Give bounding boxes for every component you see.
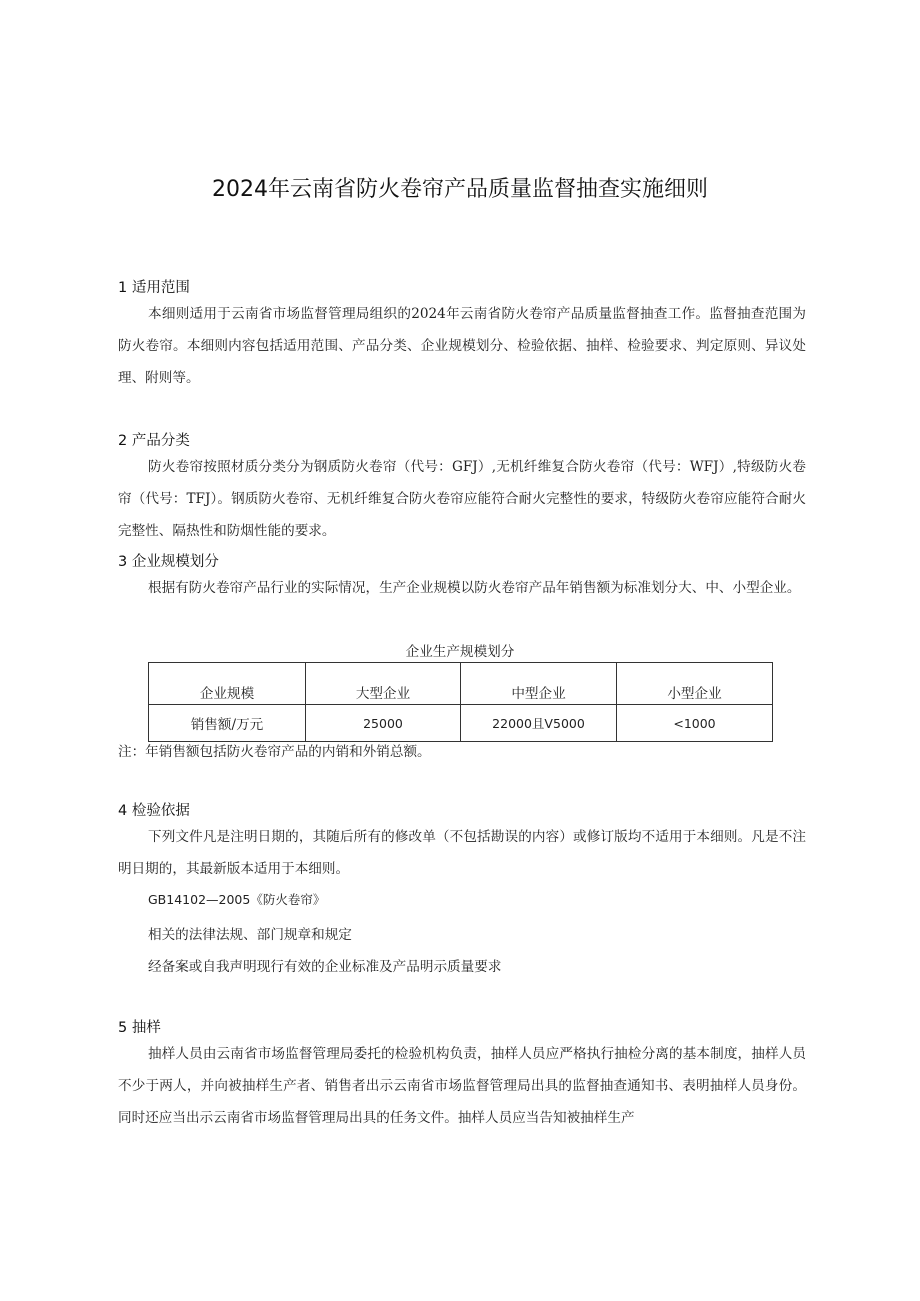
reference-item: 相关的法律法规、部门规章和规定 bbox=[148, 927, 352, 943]
table-cell: 22000且V5000 bbox=[461, 705, 617, 742]
table-header-cell: 小型企业 bbox=[617, 663, 773, 705]
section-3-paragraph: 根据有防火卷帘产品行业的实际情况，生产企业规模以防火卷帘产品年销售额为标准划分大、中、小型企业。 bbox=[148, 580, 801, 596]
section-3-heading: 3 企业规模划分 bbox=[118, 554, 219, 570]
table-header-cell: 大型企业 bbox=[306, 663, 461, 705]
section-4-paragraph: 下列文件凡是注明日期的，其随后所有的修改单（不包括勘误的内容）或修订版均不适用于本细则。凡是不注明日期的，其最新版本适用于本细则。 bbox=[118, 829, 806, 877]
table-cell: 销售额/万元 bbox=[149, 705, 306, 742]
section-2-heading: 2 产品分类 bbox=[118, 433, 190, 449]
section-5-heading: 5 抽样 bbox=[118, 1020, 161, 1036]
section-4-heading: 4 检验依据 bbox=[118, 803, 190, 819]
table-header-cell: 企业规模 bbox=[149, 663, 306, 705]
document-title: 2024年云南省防火卷帘产品质量监督抽查实施细则 bbox=[212, 177, 708, 202]
reference-item: GB14102—2005《防火卷帘》 bbox=[148, 892, 326, 907]
table-caption: 企业生产规模划分 bbox=[405, 644, 515, 660]
table-header-row bbox=[149, 663, 773, 705]
section-2-paragraph: 防火卷帘按照材质分类分为钢质防火卷帘（代号：GFJ）,无机纤维复合防火卷帘（代号：WFJ）,特级防火卷帘（代号：TFJ）。钢质防火卷帘、无机纤维复合防火卷帘应能符合耐火完整性的要求，特级防火卷帘应能符合耐火完整性、隔热性和防烟性能的要求。 bbox=[118, 459, 806, 539]
reference-item: 经备案或自我声明现行有效的企业标准及产品明示质量要求 bbox=[148, 959, 502, 975]
section-1-heading: 1 适用范围 bbox=[118, 280, 190, 296]
enterprise-scale-table bbox=[148, 662, 773, 742]
section-5-paragraph: 抽样人员由云南省市场监督管理局委托的检验机构负责，抽样人员应严格执行抽检分离的基本制度，抽样人员不少于两人，并向被抽样生产者、销售者出示云南省市场监督管理局出具的监督抽查通知书、表明抽样人员身份。同时还应当出示云南省市场监督管理局出具的任务文件。抽样人员应当告知被抽样生产 bbox=[118, 1046, 806, 1126]
table-cell: <1000 bbox=[617, 705, 773, 742]
table-note: 注：年销售额包括防火卷帘产品的内销和外销总额。 bbox=[118, 744, 431, 760]
table-header-cell: 中型企业 bbox=[461, 663, 617, 705]
table-cell: 25000 bbox=[306, 705, 461, 742]
section-1-paragraph: 本细则适用于云南省市场监督管理局组织的2024年云南省防火卷帘产品质量监督抽查工作。监督抽查范围为防火卷帘。本细则内容包括适用范围、产品分类、企业规模划分、检验依据、抽样、检验要求、判定原则、异议处理、附则等。 bbox=[118, 306, 806, 386]
table-row bbox=[149, 705, 773, 742]
